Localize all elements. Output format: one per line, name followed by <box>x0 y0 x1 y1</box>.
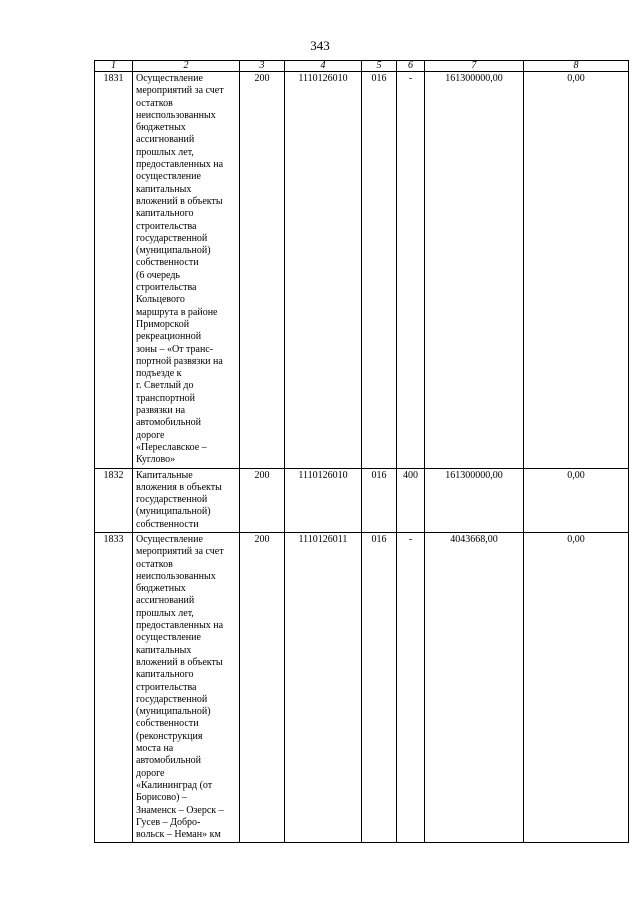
description-line: Приморской <box>136 318 190 330</box>
header-cell-1: 1 <box>95 61 133 72</box>
description-line: маршрута в районе <box>136 306 218 318</box>
row-col-5: 016 <box>362 72 397 469</box>
description-line: предоставленных на <box>136 620 224 632</box>
row-description <box>133 72 240 469</box>
description-line: дороге <box>136 767 165 779</box>
description-line: рекреационной <box>136 331 202 343</box>
description-line: дороге <box>136 429 165 441</box>
row-col-3: 200 <box>240 468 285 532</box>
description-line: остатков <box>136 97 173 109</box>
description-line: предоставленных на <box>136 159 224 171</box>
header-row <box>95 61 629 72</box>
description-line: остатков <box>136 558 173 570</box>
row-description <box>133 532 240 842</box>
description-line: автомобильной <box>136 755 201 767</box>
description-line: Гусев – Добро- <box>136 816 201 828</box>
header-cell-2: 2 <box>133 61 240 72</box>
description-line: Куглово» <box>136 454 176 466</box>
description-line: государственной <box>136 693 208 705</box>
description-line: бюджетных <box>136 583 186 595</box>
description-line: (реконструкция <box>136 730 203 742</box>
description-line: строительства <box>136 220 197 232</box>
page-number: 343 <box>310 38 330 53</box>
header-cell-6: 6 <box>397 61 425 72</box>
description-line: капитальных <box>136 183 192 195</box>
description-line: (муниципальной) <box>136 245 211 257</box>
row-col-7: 161300000,00 <box>425 72 524 469</box>
description-line: прошлых лет, <box>136 607 194 619</box>
description-line: собственности <box>136 518 199 530</box>
description-line: собственности <box>136 718 199 730</box>
description-line: транспортной <box>136 392 196 404</box>
description-line: автомобильной <box>136 417 201 429</box>
row-col-4: 1110126010 <box>285 468 362 532</box>
description-line: собственности <box>136 257 199 269</box>
description-line: осуществление <box>136 632 201 644</box>
row-description <box>133 468 240 532</box>
table-row <box>95 72 629 469</box>
header-cell-4: 4 <box>285 61 362 72</box>
description-line: капитального <box>136 208 194 220</box>
row-col-8: 0,00 <box>524 532 629 842</box>
description-line: Знаменск – Озерск – <box>136 804 224 816</box>
row-col-7: 4043668,00 <box>425 532 524 842</box>
description-line: вложения в объекты <box>136 481 222 493</box>
row-number: 1833 <box>95 532 133 842</box>
header-cell-5: 5 <box>362 61 397 72</box>
row-col-4: 1110126010 <box>285 72 362 469</box>
description-line: Осуществление <box>136 533 203 545</box>
row-col-7: 161300000,00 <box>425 468 524 532</box>
header-cell-3: 3 <box>240 61 285 72</box>
description-line: прошлых лет, <box>136 146 194 158</box>
row-number: 1831 <box>95 72 133 469</box>
description-line: неиспользованных <box>136 109 216 121</box>
description-line: портной развязки на <box>136 355 223 367</box>
description-line: строительства <box>136 681 197 693</box>
description-line: (муниципальной) <box>136 706 211 718</box>
description-line: капитальных <box>136 644 192 656</box>
description-line: развязки на <box>136 405 186 417</box>
row-col-6: 400 <box>397 468 425 532</box>
description-line: мероприятий за счет <box>136 85 224 97</box>
description-line: строительства <box>136 282 197 294</box>
description-line: (6 очередь <box>136 269 180 281</box>
description-line: вложений в объекты <box>136 195 223 207</box>
description-line: государственной <box>136 232 208 244</box>
description-line: государственной <box>136 494 208 506</box>
description-line: «Калининград (от <box>136 779 213 791</box>
description-line: вложений в объекты <box>136 656 223 668</box>
row-col-6: - <box>397 532 425 842</box>
row-number: 1832 <box>95 468 133 532</box>
description-line: Капитальные <box>136 469 193 481</box>
description-line: мероприятий за счет <box>136 546 224 558</box>
description-line: Борисово) – <box>136 792 188 804</box>
row-col-4: 1110126011 <box>285 532 362 842</box>
description-line: осуществление <box>136 171 201 183</box>
description-line: ассигнований <box>136 134 195 146</box>
row-col-6: - <box>397 72 425 469</box>
description-line: капитального <box>136 669 194 681</box>
row-col-8: 0,00 <box>524 72 629 469</box>
row-col-3: 200 <box>240 532 285 842</box>
description-line: бюджетных <box>136 122 186 134</box>
description-line: зоны – «От транс- <box>136 343 214 355</box>
row-col-5: 016 <box>362 468 397 532</box>
row-col-5: 016 <box>362 532 397 842</box>
row-col-3: 200 <box>240 72 285 469</box>
row-col-8: 0,00 <box>524 468 629 532</box>
budget-table <box>94 60 629 843</box>
description-line: Осуществление <box>136 73 203 84</box>
table-row <box>95 468 629 532</box>
description-line: подъезде к <box>136 368 182 380</box>
description-line: Кольцевого <box>136 294 185 306</box>
header-cell-8: 8 <box>524 61 629 72</box>
description-line: вольск – Неман» км <box>136 829 221 841</box>
header-cell-7: 7 <box>425 61 524 72</box>
description-line: г. Светлый до <box>136 380 194 392</box>
table-row <box>95 532 629 842</box>
description-line: моста на <box>136 743 174 755</box>
description-line: (муниципальной) <box>136 506 211 518</box>
description-line: ассигнований <box>136 595 195 607</box>
description-line: неиспользованных <box>136 570 216 582</box>
description-line: «Переславское – <box>136 441 207 453</box>
